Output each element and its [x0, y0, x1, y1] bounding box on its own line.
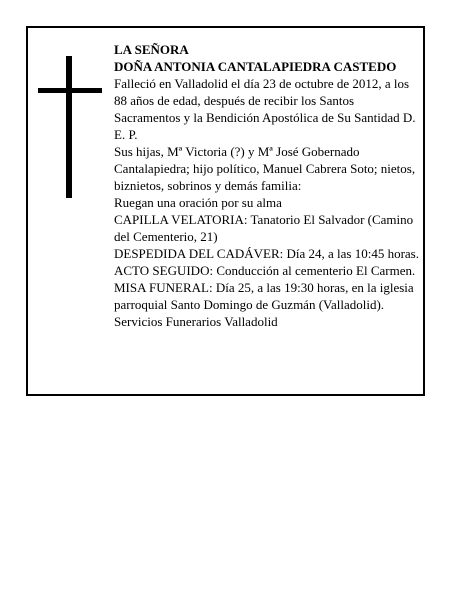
chapel-info: CAPILLA VELATORIA: Tanatorio El Salvador (Camino del Cementerio, 21) [114, 212, 414, 244]
farewell-info: DESPEDIDA DEL CADÁVER: Día 24, a las 10:45 horas. ACTO SEGUIDO: Conducción al cementerio El Carmen. MISA FUNERAL: Día 25, a las 19:30 horas, en la iglesia parroquial Santo Domingo de Guzmán (Valladolid). [114, 246, 419, 312]
funeral-services: Servicios Funerarios Valladolid [114, 314, 278, 329]
cross-horizontal-bar [38, 88, 102, 93]
cross-icon [38, 56, 102, 198]
prayer-request: Ruegan una oración por su alma [114, 195, 282, 210]
deceased-name: DOÑA ANTONIA CANTALAPIEDRA CASTEDO [114, 59, 397, 74]
notice-heading: LA SEÑORA [114, 42, 189, 57]
family-list: Sus hijas, Mª Victoria (?) y Mª José Gobernado Cantalapiedra; hijo político, Manuel Cabrera Soto; nietos, biznietos, sobrinos y demás familia: [114, 144, 416, 193]
cross-vertical-bar [66, 56, 72, 198]
obituary-notice [26, 26, 425, 396]
death-announcement: Falleció en Valladolid el día 23 de octubre de 2012, a los 88 años de edad, después de recibir los Santos Sacramentos y la Bendición Apostólica de Su Santidad D. E. P. [114, 76, 416, 142]
notice-text [114, 41, 419, 330]
